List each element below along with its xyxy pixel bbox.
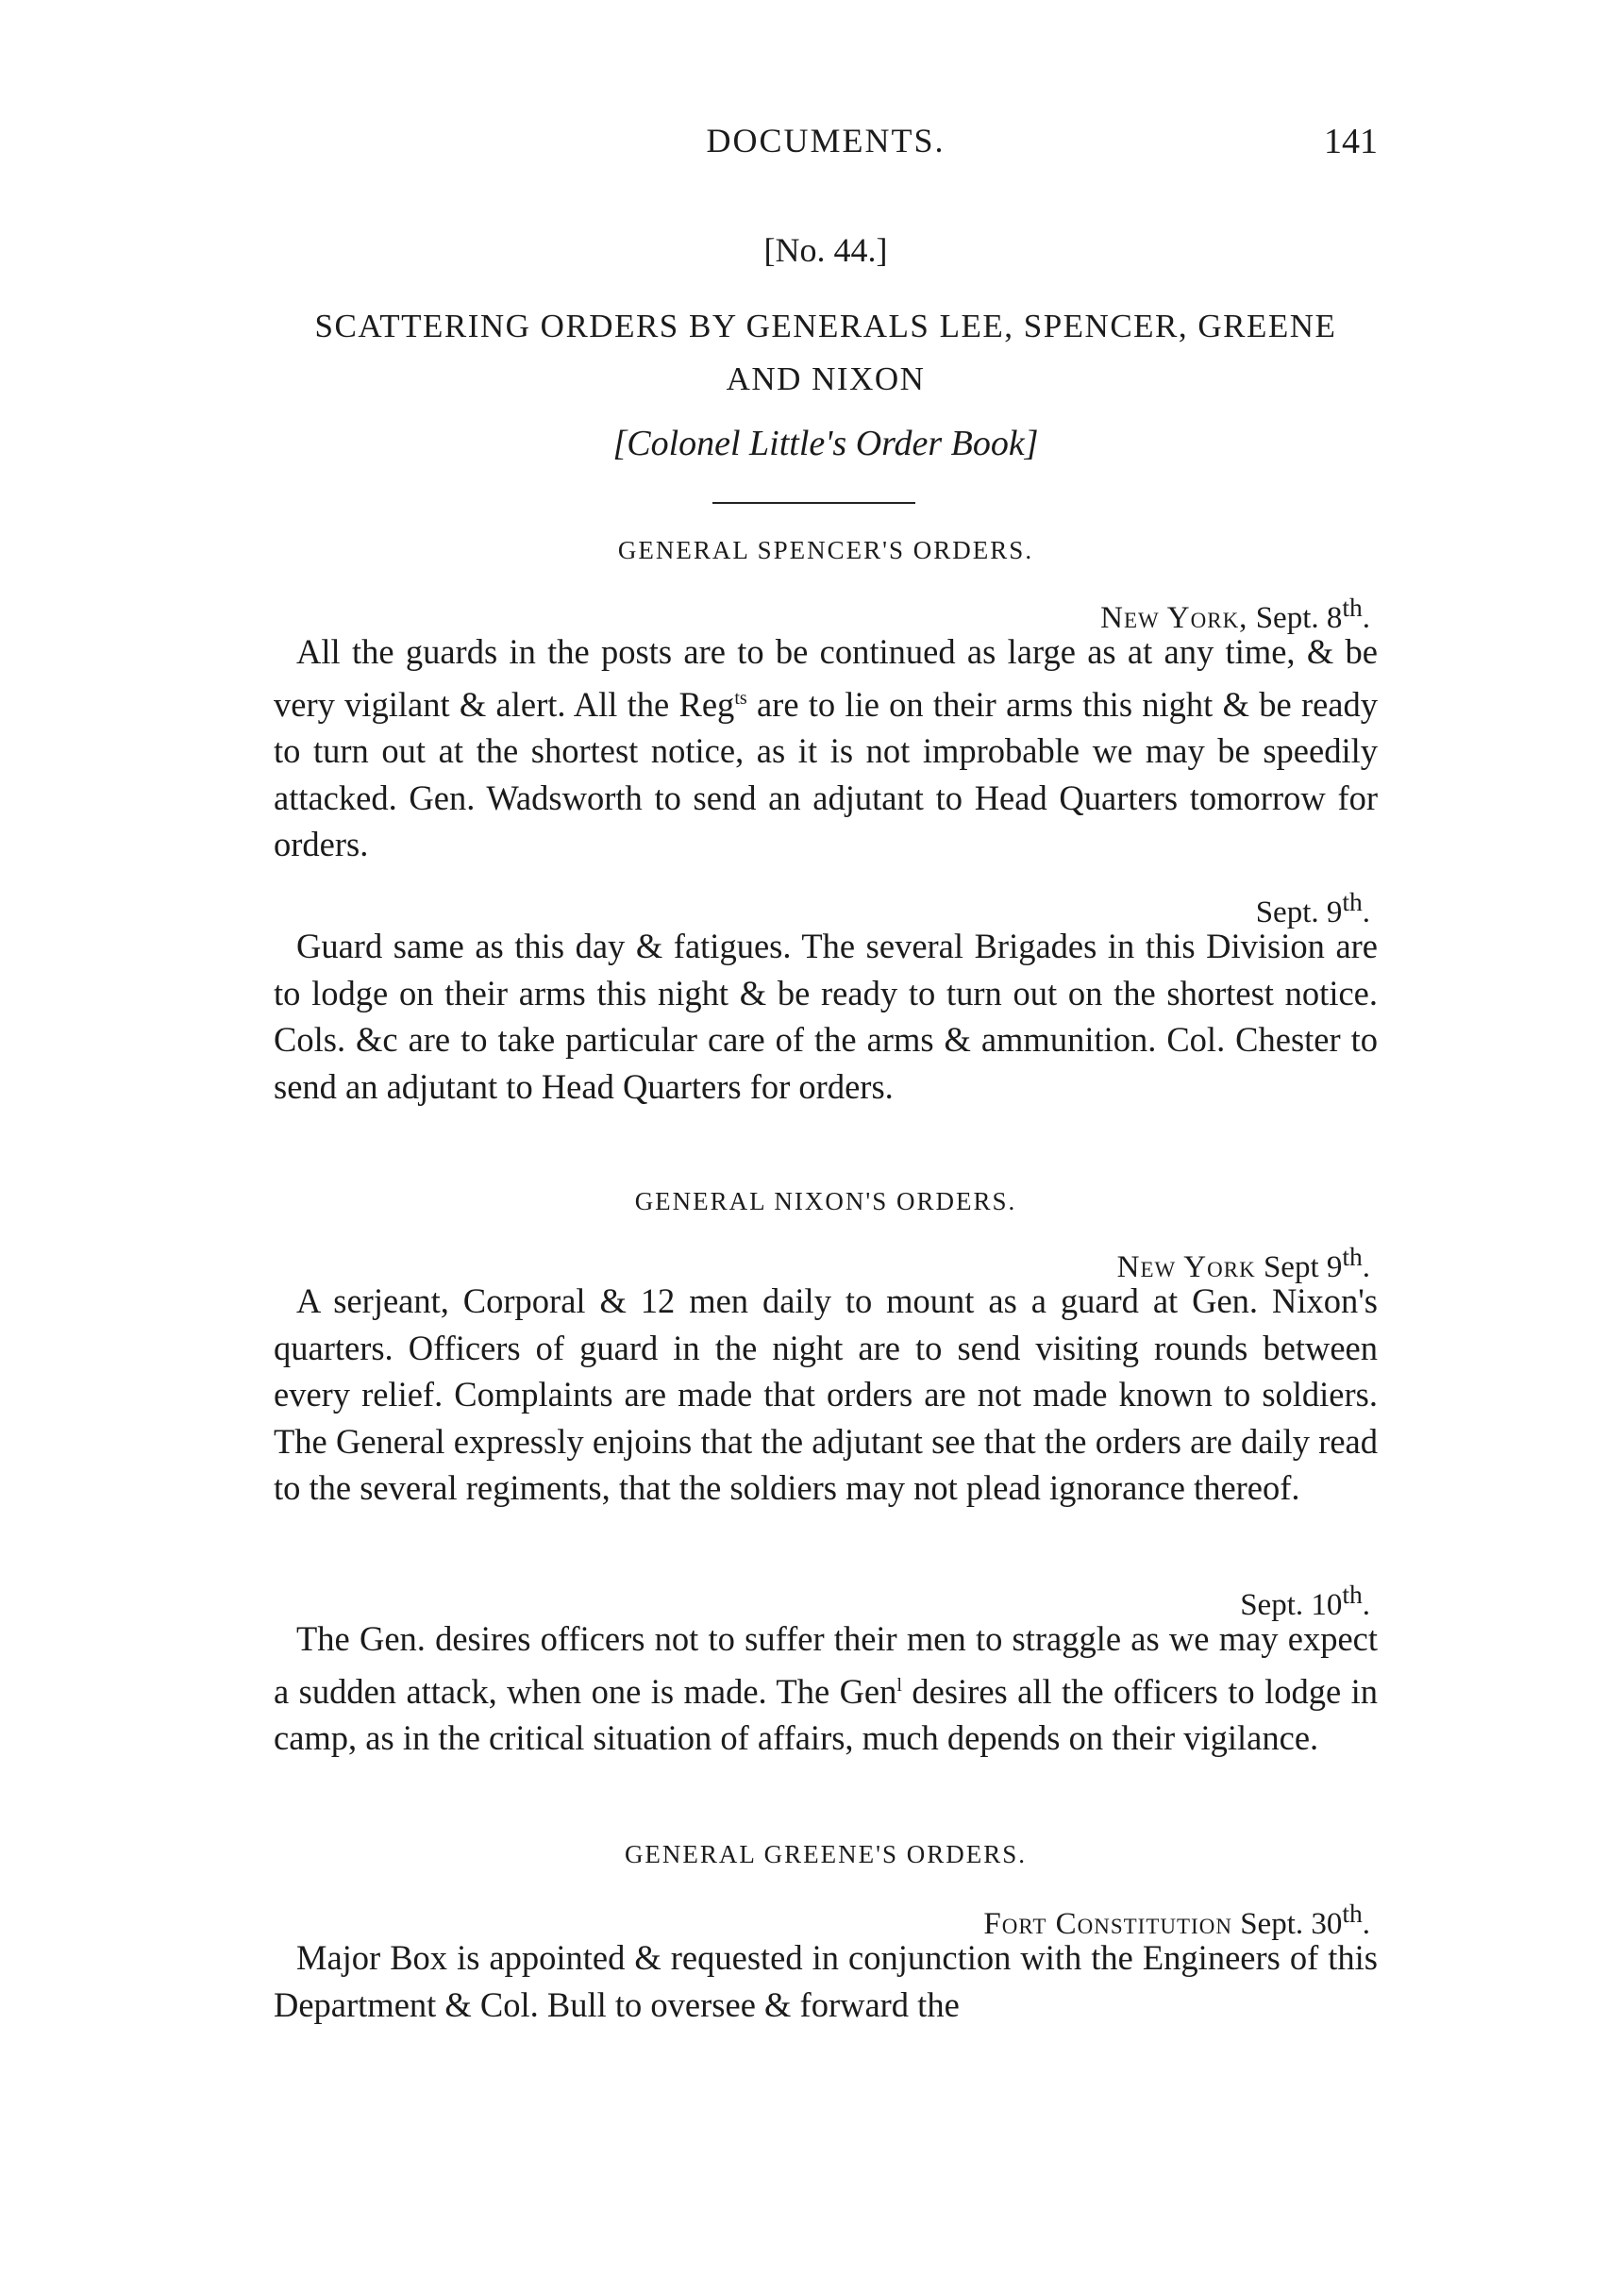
order-paragraph: Guard same as this day & fatigues. The several Brigades in this Division are to lodge on their arms this night & be ready to turn out on the shortest notice. Cols. &c are to take particular care of the arms & ammunition. Col. Chester to send an adjutant to Head Quarters for orders. [274,927,1378,1106]
dateline-period: . [1362,601,1370,635]
source-citation: [Colonel Little's Order Book] [612,424,1039,463]
section-divider-rule [712,502,915,504]
dateline-date: Sept. 8 [1255,601,1343,635]
dateline-date: Sept. 30 [1240,1907,1343,1941]
section-heading-spencer: GENERAL SPENCER'S ORDERS. [617,536,1034,564]
dateline-sup: th [1342,887,1363,916]
dateline-place: Fort Constitution [983,1907,1232,1941]
order-paragraph: Major Box is appointed & requested in conjunction with the Engineers of this Department & Col. Bull to oversee & forward the [274,1938,1378,2024]
dateline-date: Sept. 9 [1255,895,1343,929]
dateline-period: . [1362,1588,1370,1622]
order-paragraph: The Gen. desires officers not to suffer their men to straggle as we may expect a sudden attack, when one is made. The Gen$^l$ desires all the officers to lodge in camp, as in the critical situation of affairs, much depends on their vigilance. [274,1619,1378,1758]
dateline-sup: th [1342,1580,1363,1609]
dateline-date: Sept. 10 [1240,1588,1343,1622]
dateline-sup: th [1342,1242,1363,1271]
dateline-period: . [1362,895,1370,929]
dateline-period: . [1362,1907,1370,1941]
dateline-place: New York [1116,1250,1256,1284]
abbreviation-superscript: l [896,1674,902,1696]
document-number: [No. 44.] [763,231,888,269]
order-paragraph: A serjeant, Corporal & 12 men daily to mount as a guard at Gen. Nixon's quarters. Officers of guard in the night are to send visiting rounds between every relief. Complaints are made that orders are not made known to soldiers. The General expressly enjoins that the adjutant see that the orders are daily read to the several regiments, that the soldiers may not plead ignorance thereof. [274,1281,1378,1507]
dateline-date: Sept 9 [1263,1250,1343,1284]
dateline-sup: th [1342,593,1363,622]
section-heading-nixon: GENERAL NIXON'S ORDERS. [634,1187,1017,1215]
document-title-line-2: AND NIXON [726,360,926,397]
abbreviation-superscript: ts [734,687,747,709]
document-title [274,300,1378,406]
dateline-sup: th [1342,1899,1363,1928]
running-head-title: DOCUMENTS. [706,122,946,159]
document-title-line-1: SCATTERING ORDERS BY GENERALS LEE, SPENCER, GREENE [314,308,1337,344]
page-number: 141 [1324,122,1378,161]
dateline-place: New York, [1100,601,1248,635]
order-paragraph: All the guards in the posts are to be continued as large as at any time, & be very vigilant & alert. All the Reg$^{ts}$ are to lie on their arms this night & be ready to turn out at the shortest notice, as it is not improbable we may be speedily attacked. Gen. Wadsworth to send an adjutant to Head Quarters tomorrow for orders. [274,632,1378,864]
dateline-period: . [1362,1250,1370,1284]
running-head [274,121,1378,177]
section-heading-greene: GENERAL GREENE'S ORDERS. [624,1840,1028,1868]
